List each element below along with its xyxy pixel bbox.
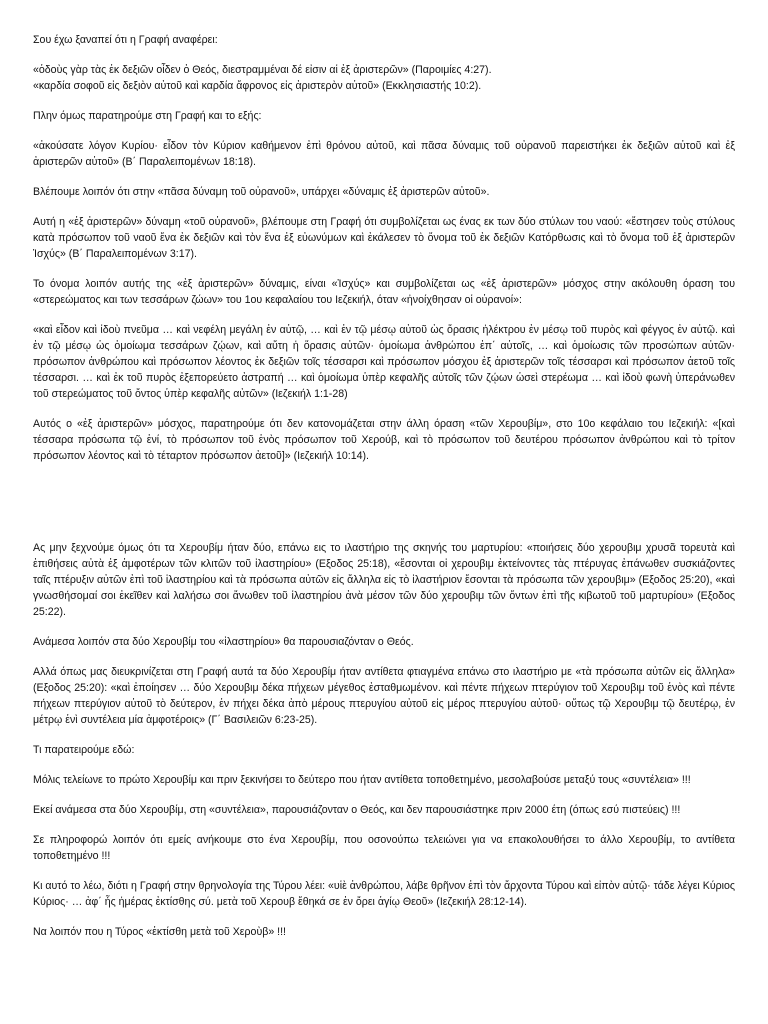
paragraph-ezekiel-10: Αυτός ο «ἐξ ἀριστερῶν» μόσχος, παρατηρούμε ότι δεν κατονομάζεται στην άλλη όραση «τῶν Χερουβίμ», στο 10ο κεφάλαιο του Ιεζεκιήλ: «[καὶ τέσσαρα πρόσωπα τῷ ἑνί, τὸ πρόσωπον τοῦ ἑνὸς πρόσωπον τοῦ Χερούβ, καὶ τὸ πρόσωπον τοῦ δευτέρου πρόσωπον ἀνθρώπου καὶ τὸ τρίτον πρόσωπον λέοντος καὶ τὸ τέταρτον πρόσωπον ἀετοῦ]» (Ιεζεκιήλ 10:14). xyxy=(33,418,735,462)
paragraph-ischys: Το όνομα λοιπόν αυτής της «ἐξ ἀριστερῶν» δύναμις, είναι «Ἰσχύς» και συμβολίζεται ως «ἐξ ἀριστερῶν» μόσχος στην ακόλουθη όραση του «στερεώματος και των τεσσάρων ζώων» του 1ου κεφαλαίου του Ιεζεκιήλ, όταν «ἠνοίχθησαν οἱ οὐρανοί»: xyxy=(33,278,735,306)
paragraph-tyre-lament: Κι αυτό το λέω, διότι η Γραφή στην θρηνολογία της Τύρου λέει: «υἱὲ ἀνθρώπου, λάβε θρῆνον ἐπὶ τὸν ἄρχοντα Τύρου καὶ εἰπὸν αὐτῷ· τάδε λέγει Κύριος Κύριος· … ἀφ΄ ἧς ἡμέρας ἐκτίσθης σύ. μετὰ τοῦ Χερουβ ἔθηκά σε ἐν ὄρει ἁγίῳ Θεοῦ» (Ιεζεκιήλ 28:12-14). xyxy=(33,880,735,908)
page-gap xyxy=(33,478,735,540)
paragraph-god-between: Ανάμεσα λοιπόν στα δύο Χερουβίμ του «ἱλαστηρίου» θα παρουσιαζόνταν ο Θεός. xyxy=(33,636,414,648)
paragraph-proverbs-quotes: «ὁδοὺς γὰρ τὰς ἐκ δεξιῶν οἶδεν ὁ Θεός, διεστραμμέναι δέ εἰσιν αἱ ἐξ ἀριστερῶν» (Παροιμίες 4:27). «καρδία σοφοῦ εἰς δεξιὸν αὐτοῦ καὶ καρδία ἄφρονος εἰς ἀριστερὸν αὐτοῦ» (Εκκλησιαστής 10:2). xyxy=(33,64,492,92)
paragraph-intro: Σου έχω ξαναπεί ότι η Γραφή αναφέρει: xyxy=(33,34,218,46)
paragraph-pillars: Αυτή η «ἐξ ἀριστερῶν» δύναμη «τοῦ οὐρανοῦ», βλέπουμε στη Γραφή ότι συμβολίζεται ως ένας εκ των δύο στύλων του ναού: «ἔστησεν τοὺς στύλους κατὰ πρόσωπον τοῦ ναοῦ ἕνα ἐκ δεξιῶν καὶ τὸν ἕνα ἐξ εὐωνύμων καὶ ἐκάλεσεν τὸ ὄνομα τοῦ ἐκ δεξιῶν Κατόρθωσις καὶ τὸ ὄνομα τοῦ ἐξ ἀριστερῶν Ἰσχύς» (Β΄ Παραλειπομένων 3:17). xyxy=(33,216,735,260)
paragraph-paralipomenon-quote: «ἀκούσατε λόγον Κυρίου· εἶδον τὸν Κύριον καθήμενον ἐπὶ θρόνου αὐτοῦ, καὶ πᾶσα δύναμις τοῦ οὐρανοῦ παρειστήκει ἐκ δεξιῶν αὐτοῦ καὶ ἐξ ἀριστερῶν αὐτοῦ» (Β΄ Παραλειπομένων 18:18). xyxy=(33,140,735,168)
paragraph-two-cherubim: Ας μην ξεχνούμε όμως ότι τα Χερουβίμ ήταν δύο, επάνω εις το ιλαστήριο της σκηνής του μαρτυρίου: «ποιήσεις δύο χερουβιμ χρυσᾶ τορευτὰ καὶ ἐπιθήσεις αὐτὰ ἐξ ἀμφοτέρων τῶν κλιτῶν τοῦ ἱλαστηρίου» (Εξοδος 25:18), «ἔσονται οἱ χερουβιμ ἐκτείνοντες τὰς πτέρυγας ἐπάνωθεν συσκιάζοντες ταῖς πτέρυξιν αὐτῶν ἐπὶ τοῦ ἱλαστηρίου καὶ τὰ πρόσωπα αὐτῶν εἰς ἄλληλα εἰς τὸ ἱλαστήριον ἔσονται τὰ πρόσωπα τῶν χερουβιμ» (Εξοδος 25:20), «καὶ γνωσθήσομαί σοι ἐκεῖθεν καὶ λαλήσω σοι ἄνωθεν τοῦ ἱλαστηρίου ἀνὰ μέσον τῶν δύο χερουβιμ τῶν ὄντων ἐπὶ τῆς κιβωτοῦ τοῦ μαρτυρίου» (Εξοδος 25:22). xyxy=(33,542,735,618)
paragraph-synteleia: Μόλις τελείωνε το πρώτο Χερουβίμ και πριν ξεκινήσει το δεύτερο που ήταν αντίθετα τοποθετημένο, μεσολαβούσε μεταξύ τους «συντέλεια» !!! xyxy=(33,774,691,786)
paragraph-tyre-conclusion: Να λοιπόν που η Τύρος «ἐκτίσθη μετὰ τοῦ Χεροὺβ» !!! xyxy=(33,926,286,938)
paragraph-ezekiel-1-quote: «καὶ εἶδον καὶ ἰδοὺ πνεῦμα … καὶ νεφέλη μεγάλη ἐν αὐτῷ, … καὶ ἐν τῷ μέσῳ αὐτοῦ ὡς ὅρασις ἠλέκτρου ἐν μέσῳ τοῦ πυρὸς καὶ φέγγος ἐν αὐτῷ. καὶ ἐν τῷ μέσῳ ὡς ὁμοίωμα τεσσάρων ζῴων, καὶ αὕτη ἡ ὅρασις αὐτῶν· ὁμοίωμα ἀνθρώπου ἐπ΄ αὐτοῖς, … καὶ ὁμοίωσις τῶν προσώπων αὐτῶν· πρόσωπον ἀνθρώπου καὶ πρόσωπον λέοντος ἐκ δεξιῶν τοῖς τέσσαρσι καὶ πρόσωπον μόσχου ἐξ ἀριστερῶν τοῖς τέσσαρσι καὶ πρόσωπον ἀετοῦ τοῖς τέσσαρσι. … καὶ ἐκ τοῦ πυρὸς ἐξεπορεύετο ἀστραπή … καὶ ὁμοίωμα ὑπὲρ κεφαλῆς αὐτοῖς τῶν ζῴων ὡσεὶ στερέωμα … καὶ ἰδοὺ φωνὴ ὑπεράνωθεν τοῦ στερεώματος τοῦ ὄντος ὑπὲρ κεφαλῆς αὐτῶν» (Ιεζεκιήλ 1:1-28) xyxy=(33,324,735,400)
paragraph-observation: Πλην όμως παρατηρούμε στη Γραφή και το εξής: xyxy=(33,110,262,122)
paragraph-we-belong: Σε πληροφορώ λοιπόν ότι εμείς ανήκουμε στο ένα Χερουβίμ, που οσονούπω τελειώνει για να επακολουθήσει το άλλο Χερουβίμ, το αντίθετα τοποθετημένο !!! xyxy=(33,834,735,862)
paragraph-power-of-heaven: Βλέπουμε λοιπόν ότι στην «πᾶσα δύναμη τοῦ οὐρανοῦ», υπάρχει «δύναμις ἐξ ἀριστερῶν αὐτοῦ». xyxy=(33,186,490,198)
paragraph-what-we-observe: Τι παρατειρούμε εδώ: xyxy=(33,744,135,756)
paragraph-god-appeared: Εκεί ανάμεσα στα δύο Χερουβίμ, στη «συντέλεια», παρουσιάζονταν ο Θεός, και δεν παρουσιάστηκε πριν 2000 έτη (όπως εσύ πιστεύεις) !!! xyxy=(33,804,681,816)
paragraph-opposite-cherubim: Αλλά όπως μας διευκρινίζεται στη Γραφή αυτά τα δύο Χερουβίμ ήταν αντίθετα φτιαγμένα επάνω στο ιλαστήριο με «τὰ πρόσωπα αὐτῶν εἰς ἄλληλα» (Εξοδος 25:20): «καὶ ἐποίησεν … δύο Χερουβιμ δέκα πήχεων μέγεθος ἐσταθμωμένον. καὶ πέντε πήχεων πτερύγιον τοῦ Χερουβιμ τοῦ ἑνὸς καὶ πέντε πήχεων πτερύγιον αὐτοῦ τὸ δεύτερον, ἐν πήχει δέκα ἀπὸ μέρους πτερυγίου αὐτοῦ εἰς μέρος πτερυγίου αὐτοῦ· οὕτως τῷ Χερουβιμ τῷ δευτέρῳ, ἐν μέτρῳ ἑνὶ συντέλεια μία ἀμφοτέροις» (Γ΄ Βασιλειῶν 6:23-25). xyxy=(33,666,735,726)
